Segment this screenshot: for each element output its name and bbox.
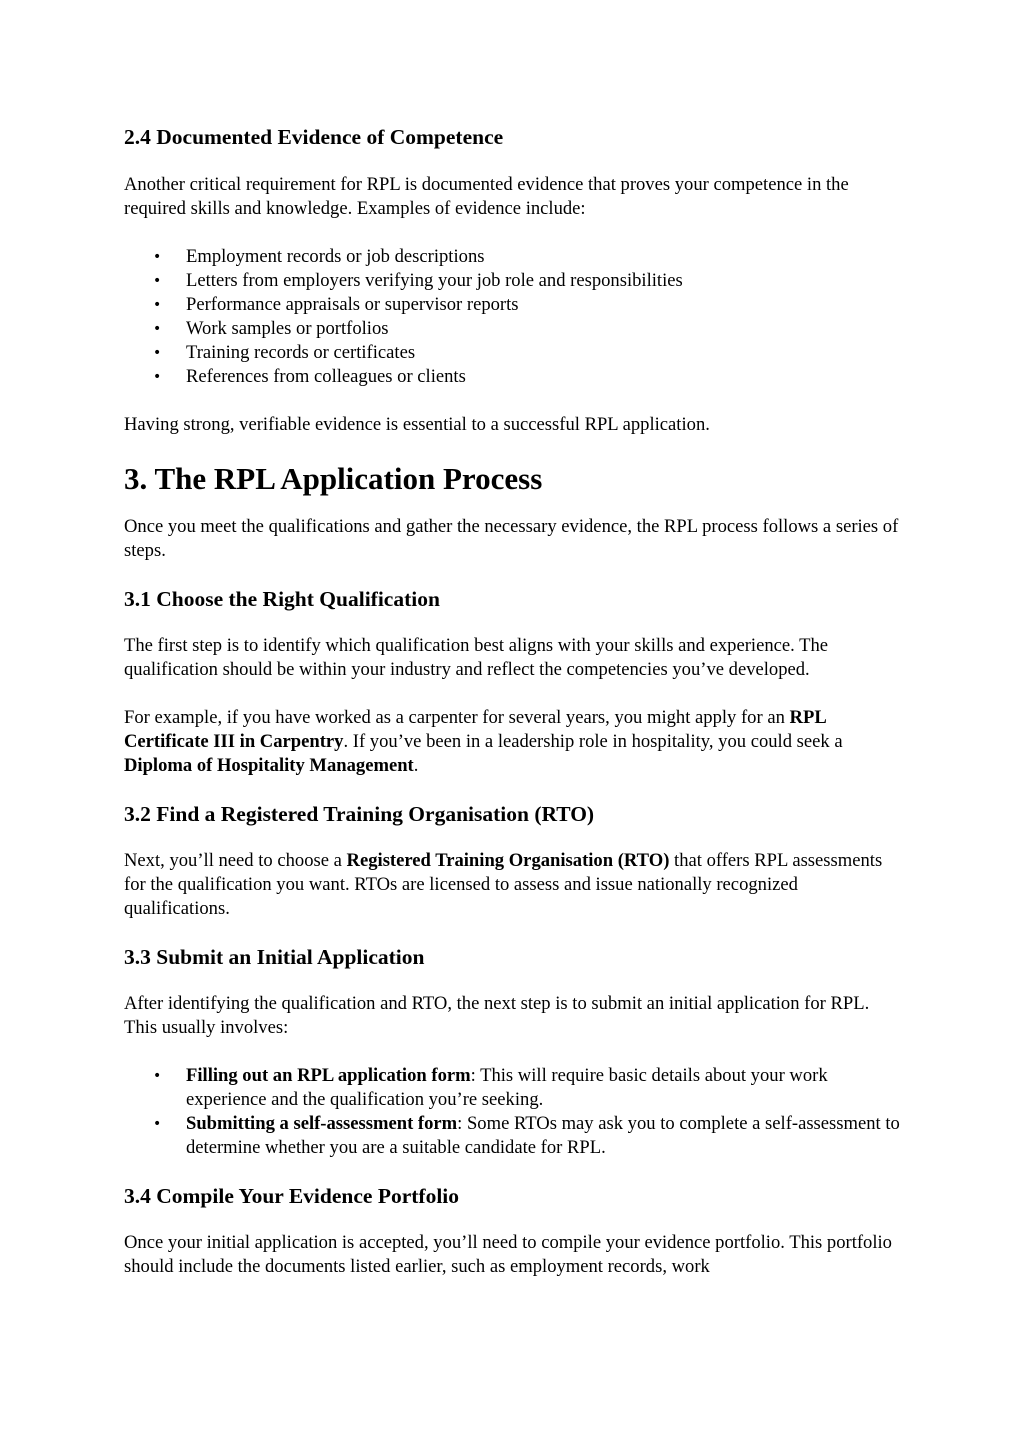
text-run: : This will require basic details about your work experience and the qualification you’re seeking. [186, 1065, 828, 1110]
paragraph-qualification-1: The first step is to identify which qualification best aligns with your skills and experience. The qualification should be within your industry and reflect the competencies you’ve developed. [124, 635, 828, 680]
document-page [124, 122, 906, 1279]
text-run: . If you’ve been in a leadership role in hospitality, you could seek a [343, 731, 843, 752]
paragraph-rto [124, 849, 906, 921]
paragraph-application-intro: After identifying the qualification and RTO, the next step is to submit an initial application for RPL. This usually involves: [124, 993, 870, 1038]
section-heading-3: 3. The RPL Application Process [124, 461, 543, 496]
bold-text: Submitting a self-assessment form [186, 1113, 458, 1134]
list-item: • Letters from employers verifying your job role and responsibilities [124, 269, 906, 293]
text-run: For example, if you have worked as a carpenter for several years, you might apply for an [124, 707, 790, 728]
list-item: • Employment records or job descriptions [124, 245, 906, 269]
bold-text: Filling out an RPL application form [186, 1065, 471, 1086]
evidence-list [124, 245, 906, 389]
list-item: • Work samples or portfolios [124, 317, 906, 341]
bold-text-rto: Registered Training Organisation (RTO) [346, 850, 670, 871]
list-item: • References from colleagues or clients [124, 365, 906, 389]
paragraph-evidence-intro: Another critical requirement for RPL is documented evidence that proves your competence in the required skills and knowledge. Examples of evidence include: [124, 174, 849, 219]
section-heading-3-1: 3.1 Choose the Right Qualification [124, 587, 440, 611]
list-item: • Training records or certificates [124, 341, 906, 365]
section-heading-3-4: 3.4 Compile Your Evidence Portfolio [124, 1184, 460, 1208]
bold-text-carpentry: RPL Certificate III in Carpentry [124, 707, 826, 752]
list-item [124, 1064, 906, 1112]
application-steps-list [124, 1064, 906, 1160]
text-run: that offers RPL assessments for the qualification you want. RTOs are licensed to assess and issue nationally recognized qualifications. [124, 850, 883, 919]
list-item: • Performance appraisals or supervisor reports [124, 293, 906, 317]
paragraph-portfolio: Once your initial application is accepted, you’ll need to compile your evidence portfolio. This portfolio should include the documents listed earlier, such as employment records, work [124, 1232, 892, 1277]
section-heading-3-2: 3.2 Find a Registered Training Organisation (RTO) [124, 802, 595, 826]
paragraph-qualification-2 [124, 706, 906, 778]
text-run: Next, you’ll need to choose a [124, 850, 347, 871]
paragraph-process-intro: Once you meet the qualifications and gather the necessary evidence, the RPL process follows a series of steps. [124, 516, 899, 561]
text-run: . [413, 755, 419, 776]
list-item [124, 1112, 906, 1160]
paragraph-evidence-closing: Having strong, verifiable evidence is essential to a successful RPL application. [124, 414, 710, 435]
text-run: : Some RTOs may ask you to complete a self-assessment to determine whether you are a suitable candidate for RPL. [186, 1113, 900, 1158]
bold-text-hospitality: Diploma of Hospitality Management [124, 755, 414, 776]
section-heading-2-4: 2.4 Documented Evidence of Competence [124, 125, 504, 149]
section-heading-3-3: 3.3 Submit an Initial Application [124, 945, 425, 969]
